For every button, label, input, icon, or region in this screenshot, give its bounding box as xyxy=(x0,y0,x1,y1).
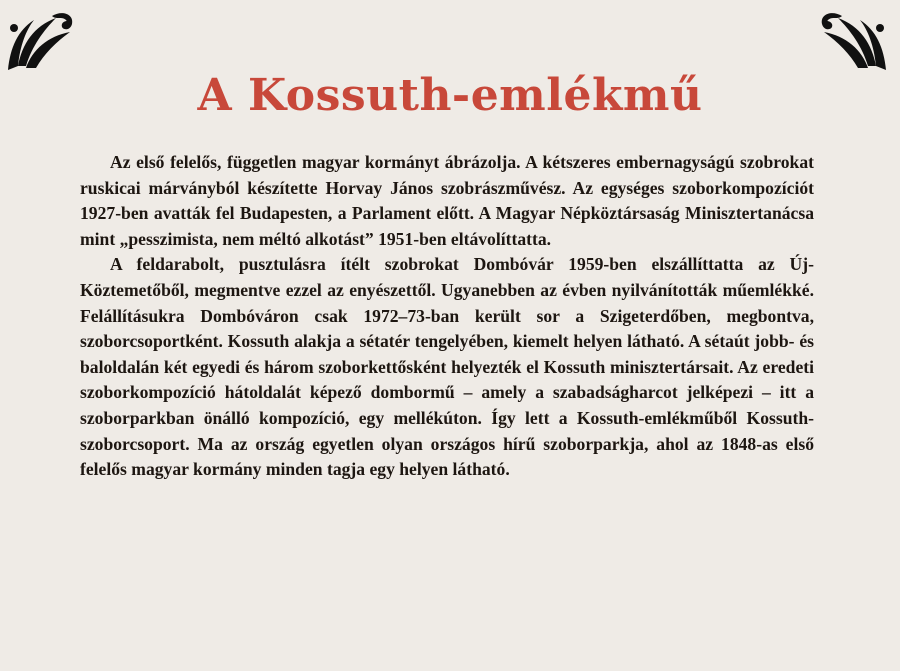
corner-ornament-right-icon xyxy=(818,8,890,74)
paragraph-2: A feldarabolt, pusztulásra ítélt szobrokat Dombóvár 1959-ben elszállíttatta az Új-Köztemetőből, megmentve ezzel az enyészettől. Ugyanebben az évben nyilvánították műemlékké. Felállításukra Dombóváron csak 1972–73-ban került sor a Szigeterdőben, megbontva, szoborcsoportként. Kossuth alakja a sétatér tengelyében, kiemelt helyen látható. A sétaút jobb- és baloldalán két egyedi és három szoborkettősként helyezték el Kossuth minisztertársait. Az eredeti szoborkompozíció hátoldalát képező dombormű – amely a szabadságharcot jelképezi – itt a szoborparkban önálló kompozíció, egy mellékúton. Így lett a Kossuth-emlékműből Kossuth-szoborcsoport. Ma az ország egyetlen olyan országos hírű szoborparkja, ahol az 1848-as első felelős magyar kormány minden tagja egy helyen látható. xyxy=(80,254,814,480)
body-text xyxy=(80,150,814,483)
page-title: A Kossuth-emlékmű xyxy=(197,70,703,121)
paragraph-1: Az első felelős, független magyar kormányt ábrázolja. A kétszeres embernagyságú szobrokat ruskicai márványból készítette Horvay János szobrászművész. Az egységes szoborkompozíciót 1927-ben avatták fel Budapesten, a Parlament előtt. A Magyar Népköztársaság Minisztertanácsa mint „pesszimista, nem méltó alkotást” 1951-ben eltávolíttatta. xyxy=(80,152,814,249)
corner-ornament-left-icon xyxy=(4,8,76,74)
